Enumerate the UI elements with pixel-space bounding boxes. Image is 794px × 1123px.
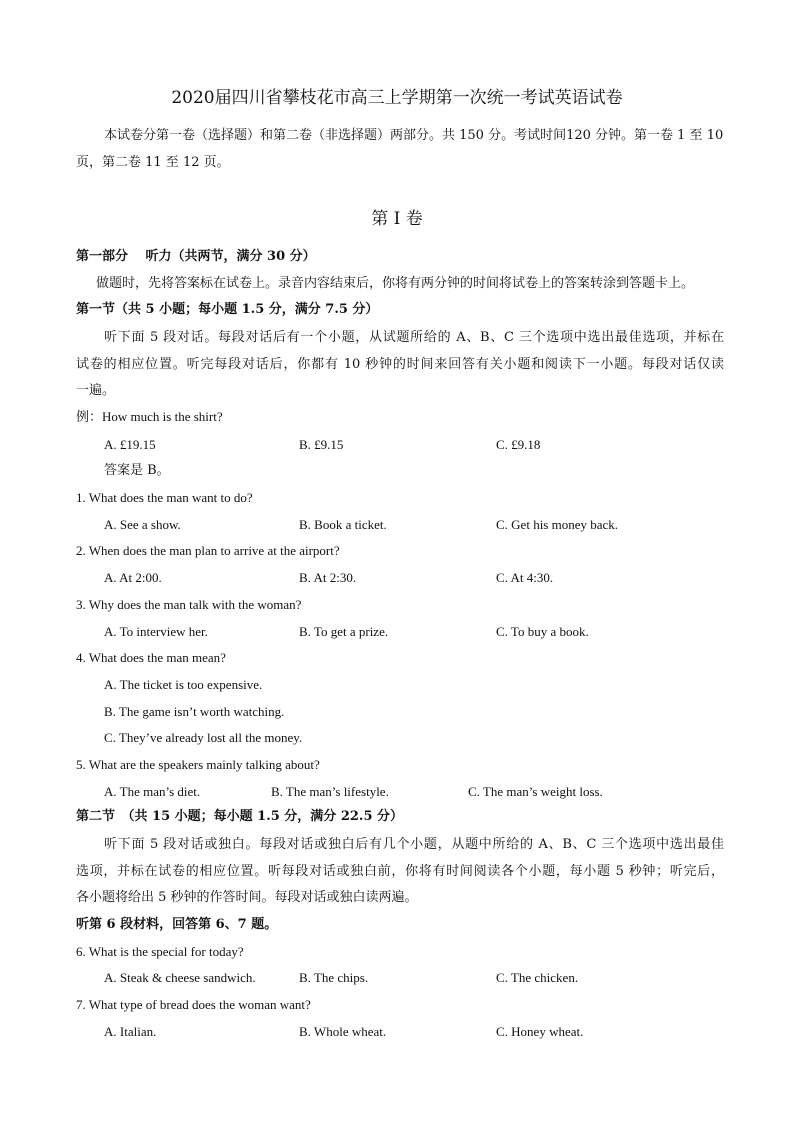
material-6-heading: 听第 6 段材料，回答第 6、7 题。 — [76, 917, 278, 932]
question-6-option-c: C. The chicken. — [496, 970, 579, 985]
question-4-option-c: C. They’ve already lost all the money. — [104, 730, 303, 745]
example-option-b: B. £9.15 — [299, 437, 344, 452]
exam-title: 2020届四川省攀枝花市高三上学期第一次统一考试英语试卷 — [171, 88, 623, 108]
question-2-option-c: C. At 4:30. — [496, 570, 554, 585]
question-7: 7. What type of bread does the woman want? — [76, 997, 311, 1012]
question-4-option-b: B. The game isn’t worth watching. — [104, 704, 285, 719]
question-5: 5. What are the speakers mainly talking about? — [76, 757, 320, 772]
question-5-option-a: A. The man’s diet. — [104, 784, 201, 799]
question-2: 2. When does the man plan to arrive at the airport? — [76, 543, 340, 558]
question-1-option-c: C. Get his money back. — [496, 517, 619, 532]
section1-instr-1: 听下面 5 段对话。每段对话后有一个小题，从试题所给的 A、B、C 三个选项中选出最佳选项，并标在 — [104, 330, 724, 345]
question-1-option-b: B. Book a ticket. — [299, 517, 387, 532]
intro-line-2: 页，第二卷 11 至 12 页。 — [76, 155, 230, 170]
section2-instr-3: 各小题将给出 5 秒钟的作答时间。每段对话或独白读两遍。 — [76, 890, 418, 905]
section2-instr-2: 选项，并标在试卷的相应位置。听每段对话或独白前，你将有时间阅读各个小题，每小题 5 秒钟；听完后， — [76, 864, 724, 879]
question-7-option-a: A. Italian. — [104, 1024, 157, 1039]
question-2-option-b: B. At 2:30. — [299, 570, 357, 585]
part1-note: 做题时，先将答案标在试卷上。录音内容结束后，你将有两分钟的时间将试卷上的答案转涂到答题卡上。 — [96, 276, 695, 291]
example-prompt: 例：How much is the shirt? — [76, 409, 223, 424]
question-3: 3. Why does the man talk with the woman? — [76, 597, 302, 612]
question-5-option-b: B. The man’s lifestyle. — [271, 784, 389, 799]
question-6: 6. What is the special for today? — [76, 944, 244, 959]
example-option-c: C. £9.18 — [496, 437, 541, 452]
volume-title: 第 I 卷 — [371, 209, 423, 229]
question-3-option-a: A. To interview her. — [104, 624, 208, 639]
section2-instr-1: 听下面 5 段对话或独白。每段对话或独白后有几个小题，从题中所给的 A、B、C 三个选项中选出最佳 — [104, 837, 724, 852]
example-answer: 答案是 B。 — [104, 463, 170, 478]
question-5-option-c: C. The man’s weight loss. — [468, 784, 603, 799]
example-option-a: A. £19.15 — [104, 437, 156, 452]
intro-line-1: 本试卷分第一卷（选择题）和第二卷（非选择题）两部分。共 150 分。考试时间120 分钟。第一卷 1 至 10 — [104, 128, 724, 143]
question-1: 1. What does the man want to do? — [76, 490, 253, 505]
question-3-option-c: C. To buy a book. — [496, 624, 589, 639]
question-2-option-a: A. At 2:00. — [104, 570, 162, 585]
question-4: 4. What does the man mean? — [76, 650, 226, 665]
question-3-option-b: B. To get a prize. — [299, 624, 389, 639]
question-7-option-b: B. Whole wheat. — [299, 1024, 387, 1039]
question-7-option-c: C. Honey wheat. — [496, 1024, 584, 1039]
question-6-option-a: A. Steak & cheese sandwich. — [104, 970, 256, 985]
question-6-option-b: B. The chips. — [299, 970, 369, 985]
question-1-option-a: A. See a show. — [104, 517, 181, 532]
section1-instr-3: 一遍。 — [76, 383, 116, 398]
question-4-option-a: A. The ticket is too expensive. — [104, 677, 263, 692]
part1-heading: 第一部分 听力（共两节，满分 30 分） — [76, 249, 316, 264]
section2-heading: 第二节 （共 15 小题；每小题 1.5 分，满分 22.5 分） — [76, 809, 404, 824]
section1-heading: 第一节（共 5 小题；每小题 1.5 分，满分 7.5 分） — [76, 302, 379, 317]
section1-instr-2: 试卷的相应位置。听完每段对话后，你都有 10 秒钟的时间来回答有关小题和阅读下一小题。每段对话仅读 — [76, 357, 724, 372]
